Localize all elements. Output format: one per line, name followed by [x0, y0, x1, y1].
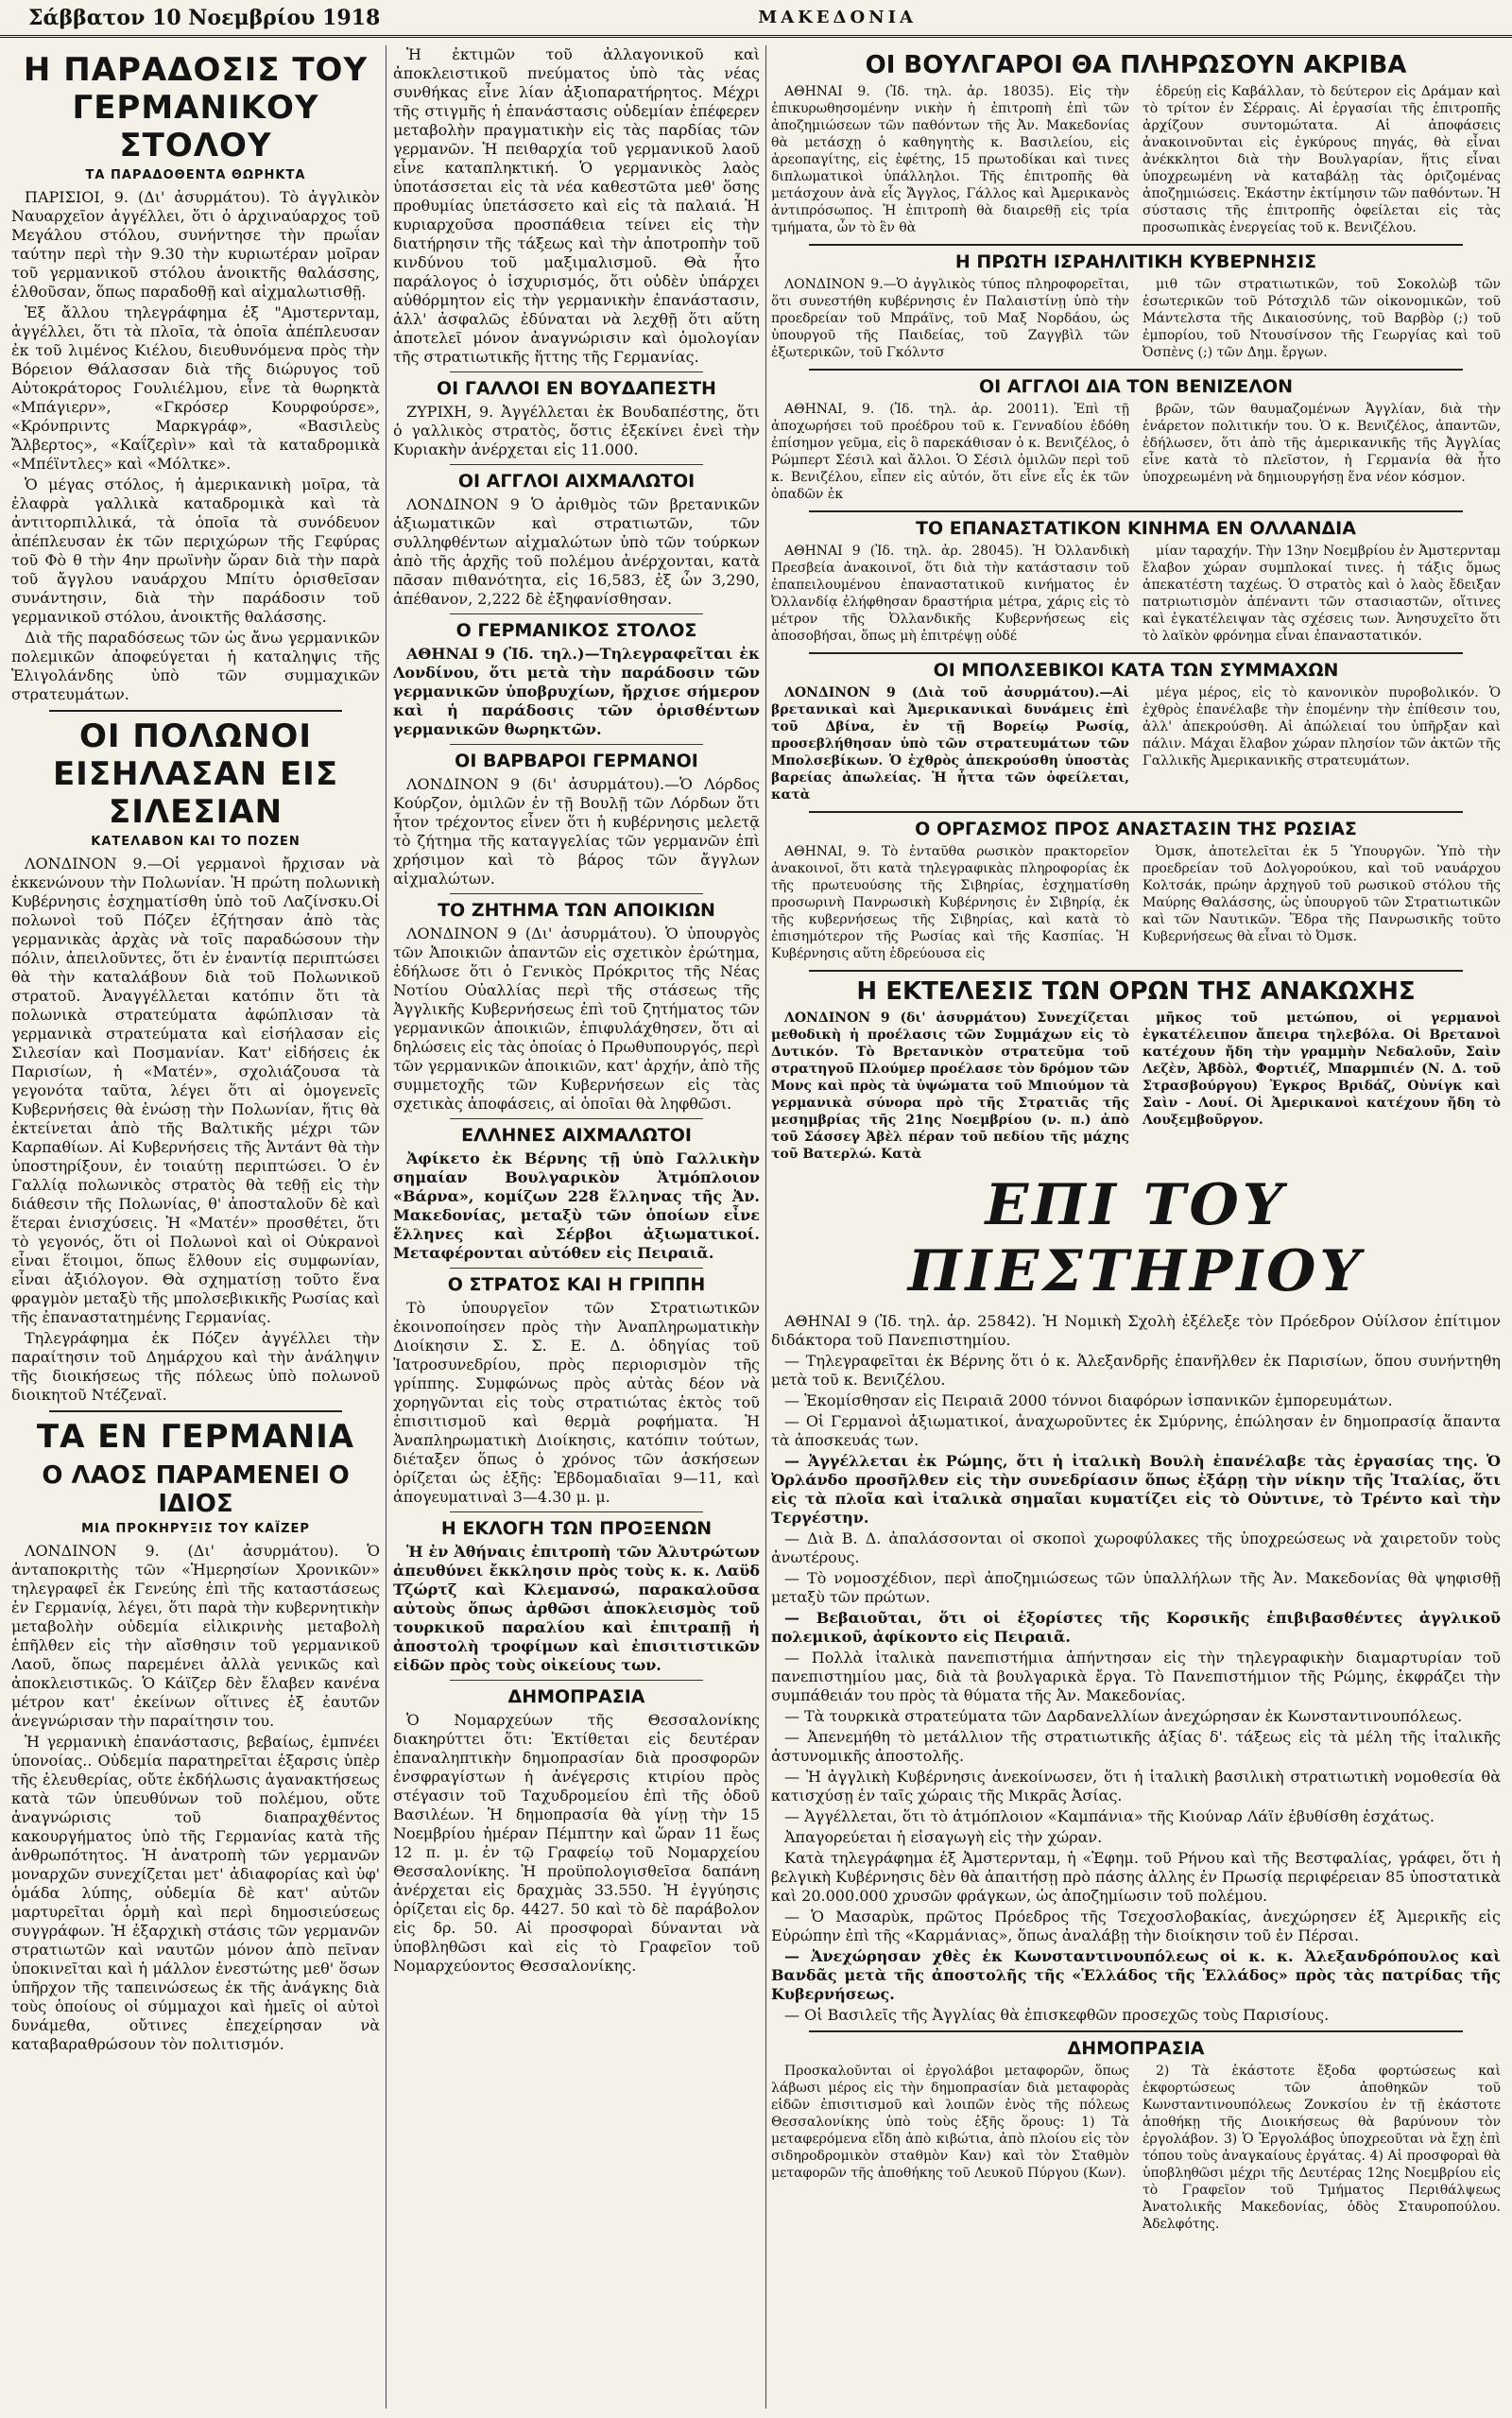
article-paragraph: ΑΘΗΝΑΙ 9 (Ἰδ. τηλ.)—Τηλεγραφεῖται ἐκ Λονδίνου, ὅτι μετὰ τὴν παράδοσιν τῶν γερμανικῶν ὑποβρυχίων, ἤρχισε σήμερον καὶ ἡ παράδοσις τῶν ὁρισθέντων γερμανικῶν θωρηκτῶν.	[393, 645, 760, 738]
article-separator	[450, 371, 703, 372]
article-split	[771, 401, 1501, 505]
headline-auction-2: ΔΗΜΟΠΡΑΣΙΑ	[1067, 2038, 1205, 2059]
article-paragraph: ΛΟΝΔΙΝΟΝ 9 (Διὰ τοῦ ἀσυρμάτου).—Αἱ βρετανικαὶ καὶ Ἀμερικανικαὶ δυνάμεις ἐπὶ τοῦ Δβίνα, ἐν τῇ Βορείῳ Ρωσίᾳ, προσεβλήθησαν ὑπὸ τῶν στρατευμάτων τῶν Μπολσεβίκων. Ὁ ἐχθρὸς ἀπεκρούσθη ὑποστὰς βαρείας ἀπωλείας. Ἡ ἧττα τῶν ὀφείλεται, κατὰ	[771, 685, 1129, 803]
article-paragraph: ΠΑΡΙΣΙΟΙ, 9. (Δι' ἀσυρμάτου). Τὸ ἀγγλικὸν Ναυαρχεῖον ἀγγέλλει, ὅτι ὁ ἀρχιναύαρχος τοῦ Μεγάλου στόλου, συνήντησε τὴν πρωΐαν ταύτην περὶ τὴν 9.30 τὴν κυριωτέραν μοῖραν τοῦ γερμανικοῦ στόλου ἀνοικτῆς θαλάσσης, ἐλθοῦσαν, ὅπως παραδοθῇ καὶ αἰχμαλωτισθῇ.	[11, 188, 380, 301]
news-item: ΑΘΗΝΑΙ 9 (Ἰδ. τηλ. ἀρ. 25842). Ἡ Νομικὴ Σχολὴ ἐξέλεξε τὸν Πρόεδρον Οὐίλσον ἐπίτιμον διδάκτορα τοῦ Πανεπιστημίου.	[771, 1312, 1501, 1349]
article-separator	[49, 1410, 342, 1412]
column-rule	[386, 45, 387, 2409]
article-separator	[450, 464, 703, 465]
article-split	[771, 276, 1501, 363]
article-paragraph: ΛΟΝΔΙΝΟΝ 9 (δι' ἀσυρμάτου).—Ὁ Λόρδος Κούρζον, ὁμιλῶν ἐν τῇ Βουλῇ τῶν Λόρδων ὅτι ἦτον τρέχοντος εἶνεν ὅτι ἡ κυβέρνησις μελετᾷ τὸ ζήτημα τῆς καταγγελίας τῶν γερμανῶν ἐπὶ χρήσιμον καὶ τὸ βάρος τῶν ἄγγλων αἰχμαλώτων.	[393, 775, 760, 888]
news-item: — Ἀπενεμήθη τὸ μετάλλιον τῆς στρατιωτικῆς ἀξίας δ'. τάξεως εἰς τὰ μέλη τῆς ἰταλικῆς ἀστυνομικῆς ἀποστολῆς.	[771, 1728, 1501, 1765]
news-item: — Διὰ Β. Δ. ἀπαλάσσονται οἱ σκοποὶ χωροφύλακες τῆς ὑποχρεώσεως νὰ χαιρετοῦν τοὺς ἀνωτέρους.	[771, 1529, 1501, 1566]
headline-colonies: ΤΟ ΖΗΤΗΜΑ ΤΩΝ ΑΠΟΙΚΙΩΝ	[438, 900, 715, 921]
article-paragraph: ΛΟΝΔΙΝΟΝ 9 (Δι' ἀσυρμάτου). Ὁ ὑπουργὸς τῶν Ἀποικιῶν ἀπαντῶν εἰς σχετικὸν ἐρώτημα, ἐδήλωσε ὅτι ὁ Γενικὸς Πρόκριτος τῆς Νέας Νοτίου Οὐαλλίας περὶ τῆς στάσεως τῆς Ἀγγλικῆς Κυβερνήσεως ἐπὶ τοῦ ζητήματος τῶν γερμανικῶν ἀποικιῶν, ἐπιφυλάχθησεν, ὅτι αἱ δηλώσεις εἰς τὰς ὁποίας ὁ Πρωθυπουργός, περὶ τῶν γερμανικῶν ἀποικιῶν, κατ' ἀρχήν, ἀπὸ τῆς συμμετοχῆς τῶν Κυβερνήσεων εἰς τὰς σχετικὰς ἀποφάσεις, αἱ ὁποῖαι θὰ ληφθῶσι.	[393, 924, 760, 1113]
article-paragraph: 2) Τὰ ἑκάστοτε ἔξοδα φορτώσεως καὶ ἐκφορτώσεως τῶν ἀποθηκῶν τοῦ Κωνσταντινουπόλεως Ζονκσίου ἐν τῇ ἐκάστοτε ἀποθήκῃ τῆς Διοικήσεως θὰ βαρύνουν τὸν ἐργολάβον. 3) Ὁ Ἐργολάβος ὑποχρεοῦται νὰ ἔχῃ ἐπὶ τόπου τοὺς ἀναγκαίους ἐργάτας. 4) Αἱ προσφοραὶ θὰ ὑποβληθῶσι μέχρι τῆς Δευτέρας 12ης Νοεμβρίου εἰς τὸ Γραφεῖον τοῦ Τμήματος Περιθάλψεως Ἀνατολικῆς Μακεδονίας, ὁδὸς Σταυροπούλου. Ἀδελφότης.	[1143, 2064, 1501, 2232]
headline-auction: ΔΗΜΟΠΡΑΣΙΑ	[507, 1686, 645, 1707]
article-separator	[450, 1268, 703, 1269]
headline-poles-silesia: ΟΙ ΠΟΛΩΝΟΙ ΕΙΣΗΛΑΣΑΝ ΕΙΣ ΣΙΛΕΣΙΑΝ	[52, 717, 339, 831]
news-item: — Ὁ Μασαρὺκ, πρῶτος Πρόεδρος τῆς Τσεχοσλοβακίας, ἀνεχώρησεν ἐξ Ἀμερικῆς εἰς Εὐρώπην ἐπὶ τῆς «Καρμάνιας», ὅπως ἀναλάβῃ τὴν διοίκησιν τοῦ ἐν Πέρσαι.	[771, 1908, 1501, 1944]
news-item: — Τηλεγραφεῖται ἐκ Βέρνης ὅτι ὁ κ. Ἀλεξανδρῆς ἐπανῆλθεν ἐκ Παρισίων, ὅπου συνήντηθη μετὰ τοῦ κ. Βενιζέλου.	[771, 1352, 1501, 1389]
article-paragraph: ΑΘΗΝΑΙ, 9. (Ἰδ. τηλ. ἀρ. 20011). Ἐπὶ τῇ ἀποχωρήσει τοῦ προέδρου τοῦ κ. Γενναδίου ἐδόθη ἐπίσημον γεῦμα, εἰς ὃ παρεκάθισαν ὁ κ. Βενιζέλος, ὁ Ρώμπερτ Σέσιλ καὶ ἄλλοι. Ὁ Σέσιλ ὁμιλῶν περὶ τοῦ κ. Βενιζέλου, εἶπεν εἰς αὐτόν, ὅτι εἶνε εἷς ἐκ τῶν ὀπαδῶν ἐκ	[771, 402, 1129, 502]
headline-consuls: Η ΕΚΛΟΓΗ ΤΩΝ ΠΡΟΞΕΝΩΝ	[440, 1518, 713, 1539]
article-separator	[450, 744, 703, 745]
article-paragraph: Ἡ ἐν Ἀθήναις ἐπιτροπὴ τῶν Ἀλυτρώτων ἀπευθύνει ἔκκλησιν πρὸς τοὺς κ. κ. Λαϋδ Τζώρτζ καὶ Κλεμανσώ, παρακαλοῦσα αὐτοὺς ὅπως ἀρθῶσι ἀποκλεισμὸς τοῦ τουρκικοῦ παραλίου καὶ ἐπιτραπῇ ἡ ἀποστολὴ τροφίμων καὶ ἐπισιτιστικῶν εἰδῶν πρὸς τοὺς οἰκείους των.	[393, 1543, 760, 1674]
headline-armistice-terms: Η ΕΚΤΕΛΕΣΙΣ ΤΩΝ ΟΡΩΝ ΤΗΣ ΑΝΑΚΩΧΗΣ	[856, 977, 1416, 1006]
article-paragraph: Τὸ ὑπουργεῖον τῶν Στρατιωτικῶν ἐκοινοποίησεν πρὸς τὴν Ἀναπληρωματικὴν Διοίκησιν Σ. Σ. Ε. Δ. ὁδηγίας τοῦ Ἰατροσυνεδρίου, πρὸς περιορισμὸν τῆς γρίππης. Συμφώνως πρὸς αὐτὰς δέον νὰ χορηγῶνται εἰς τοὺς στρατιώτας ἐκτὸς τοῦ ἐπισιτισμοῦ καὶ θερμὰ ροφήματα. Ἡ Ἀναπληρωματικὴ Διοίκησις, κατόπιν τούτων, διέταξεν ὅπως ὁ χρόνος τῶν ἀσκήσεων ὁρίζεται ὡς ἑξῆς: Ἑβδομαδιαῖαι 9—11, καὶ ἀπογευματιναὶ 3—4.30 μ. μ.	[393, 1299, 760, 1506]
article-split	[771, 83, 1501, 238]
headline-germany-people: Ο ΛΑΟΣ ΠΑΡΑΜΕΝΕΙ Ο ΙΔΙΟΣ	[42, 1461, 350, 1518]
article-paragraph: Ἡ ἐκτιμῶν τοῦ ἀλλαγονικοῦ καὶ ἀποκλειστικοῦ πνεύματος ὑπὸ τὰς νέας συνθήκας εἶνε λίαν ἀξιοπαρατήρητος. Μέχρι τῆς στιγμῆς ἡ ἐπανάστασις οὐδεμίαν ἐπέφερεν μεταβολὴν πραγματικὴν εἰς τὰς παρδίας τῶν γερμανῶν. Ἡ πειθαρχία τοῦ γερμανικοῦ λαοῦ εἶνε καταπληκτική. Ὁ γερμανικὸς λαὸς ὑποτάσσεται εἰς τὰ νέα καθεστῶτα μεθ' ὅσης προθυμίας ὑπετάσσετο καὶ εἰς τὰ παλαιά. Ἡ κυριαρχοῦσα προσπάθεια τείνει εἰς τὴν διατήρησιν τῆς τάξεως καὶ τὴν ἀποτροπὴν τοῦ κινδύνου τοῦ μαξιμαλισμοῦ. Θὰ ἦτο παράλογος ὁ ἰσχυρισμός, ὅτι οὐδὲν ὑπάρχει αὐθόρμητον εἰς τὴν γερμανικὴν ἐπανάστασιν, ἀλλ' ἀσφαλῶς ἐδύναται νὰ λεχθῇ ὅτι αὕτη ἀποτελεῖ μόνον ἀναγνώρισιν καὶ ὁμολογίαν τῆς στρατιωτικῆς ἥττης τῆς Γερμανίας.	[393, 45, 760, 366]
article-separator	[809, 970, 1463, 972]
news-item: — Ἡ ἀγγλικὴ Κυβέρνησις ἀνεκοίνωσεν, ὅτι ἡ ἰταλικὴ βασιλικὴ στρατιωτικὴ νομοθεσία θὰ κατισχύσῃ ἐν ταῖς χώραις τῆς Μικρᾶς Ἀσίας.	[771, 1768, 1501, 1805]
article-paragraph: ΛΟΝΔΙΝΟΝ 9 Ὁ ἀριθμὸς τῶν βρετανικῶν ἀξιωματικῶν καὶ στρατιωτῶν, τῶν συλληφθέντων αἰχμαλώτων ὑπὸ τῶν τούρκων ἀπὸ τῆς ἀρχῆς τοῦ πολέμου ἀνέρχονται, κατὰ πᾶσαν πιθανότητα, εἰς 16,583, ἐξ ὧν 3,290, ἀπέθανον, 2,222 δὲ ἐξηφανίσθησαν.	[393, 495, 760, 608]
headline-german-fleet: Ο ΓΕΡΜΑΝΙΚΟΣ ΣΤΟΛΟΣ	[455, 620, 697, 641]
headline-english-venizelos: ΟΙ ΑΓΓΛΟΙ ΔΙΑ ΤΟΝ ΒΕΝΙΖΕΛΟΝ	[979, 376, 1293, 397]
article-paragraph: Διὰ τῆς παραδόσεως τῶν ὡς ἄνω γερμανικῶν πολεμικῶν ἀποφεύγεται ἡ καταληψις τῆς Ἑλιγολάνδης ὑπὸ τῶν συμμαχικῶν στρατευμάτων.	[11, 629, 380, 703]
headline-french-budapest: ΟΙ ΓΑΛΛΟΙ ΕΝ ΒΟΥΔΑΠΕΣΤΗ	[437, 378, 716, 399]
news-item: — Ἐκομίσθησαν εἰς Πειραιᾶ 2000 τόννοι διαφόρων ἰσπανικῶν ἐμπορευμάτων.	[784, 1391, 1393, 1409]
article-separator	[49, 710, 342, 712]
banner-press: ΕΠΙ ΤΟΥ ΠΙΕΣΤΗΡΙΟΥ	[907, 1172, 1365, 1304]
article-paragraph: Ὀμσκ, ἀποτελεῖται ἐκ 5 Ὑπουργῶν. Ὑπὸ τὴν προεδρείαν τοῦ Δολγορούκου, καὶ τοῦ ναυάρχου Κολτσάκ, πρώην ἀρχηγοῦ τοῦ ρωσικοῦ στόλου τῆς Μαύρης Θαλάσσης, ὡς ὑπουργοῦ τῶν Στρατιωτικῶν καὶ τῶν Ναυτικῶν. Ἕδρα τῆς Πανρωσικῆς τοῦτο Κυβερνήσεως θὰ εἶναι τὸ Ὀμσκ.	[1143, 844, 1501, 944]
article-paragraph: Προσκαλοῦνται οἱ ἐργολάβοι μεταφορῶν, ὅπως λάβωσι μέρος εἰς τὴν δημοπρασίαν διὰ μεταφορὰς εἰδῶν ἐπισιτισμοῦ καὶ λοιπῶν ἐνὸς τῆς πόλεως Θεσσαλονίκης ὑπὸ τοὺς ἑξῆς ὅρους: 1) Τὰ μεταφερόμενα εἴδη ἀπὸ κιβώτια, ἀπὸ πλοίου εἰς τὸν σιδηροδρομικὸν σταθμὸν Καν) καὶ τὸν Σταθμὸν μεταφορῶν τῆς ἀποθήκης τοῦ Λευκοῦ Πύργου (Κων).	[771, 2064, 1129, 2181]
article-paragraph: ΑΘΗΝΑΙ, 9. Τὸ ἐνταῦθα ρωσικὸν πρακτορεῖον ἀνακοινοῖ, ὅτι κατὰ τηλεγραφικὰς πληροφορίας ἐκ τῆς πρωτευούσης τῆς Σιβηρίας, ἐσχηματίσθη προσωρινὴ Πανρωσικὴ Κυβέρνησις ἐν Σιβηρίᾳ, ἐκ τῆς κυβερνήσεως τῆς Σιβηρίας, καὶ κατὰ τὸ ἐπισημότερον τῆς Ρωσίας καὶ τῆς Κασπίας. Ἡ Κυβέρνησις αὕτη ἑδρεύουσα εἰς	[771, 844, 1129, 961]
subhead-kaiser: ΜΙΑ ΠΡΟΚΗΡΥΞΙΣ ΤΟΥ ΚΑΪΖΕΡ	[81, 1522, 310, 1536]
headline-bulgarians-pay: ΟΙ ΒΟΥΛΓΑΡΟΙ ΘΑ ΠΛΗΡΩΣΟΥΝ ΑΚΡΙΒΑ	[865, 51, 1407, 79]
article-paragraph: ΛΟΝΔΙΝΟΝ 9.—Ὁ ἀγγλικὸς τύπος πληροφορεῖται, ὅτι συνεστήθη κυβέρνησις ἐν Παλαιστίνῃ ὑπὸ τὴν προεδρείαν τοῦ Μπράϊνς, τοῦ Μαξ Νορδάου, ὡς ὑπουργοῦ τῆς Παιδείας, τοῦ Ζαγγβὶλ τῶν ἐξωτερικῶν, τοῦ Γκόλντσ	[771, 277, 1129, 360]
article-split	[771, 1010, 1501, 1165]
headline-fleet-surrender: Η ΠΑΡΑΔΟΣΙΣ ΤΟΥ ΓΕΡΜΑΝΙΚΟΥ ΣΤΟΛΟΥ	[23, 51, 369, 164]
article-paragraph: Ἐξ ἄλλου τηλεγράφημα ἐξ "Αμστερνταμ, ἀγγέλλει, ὅτι τὰ πλοῖα, τὰ ὁποῖα ἀπέπλευσαν ἐκ τοῦ λιμένος Κιέλου, διευθυνόμενα πρὸς τὴν Βόρειον Θάλασσαν διὰ τῆς διώρυγος τοῦ Αὐτοκράτορος Γουλιέλμου, εἶνε τὰ θωρηκτὰ «Μπάγιερν», «Γκρόσερ Κουρφούρσε», «Κρόνπριντς Μαρκγράφ», «Βασιλεὺς Ἄλβερτος», «Καΐζερὶν» καὶ τὰ καταδρομικὰ «Μπέϊντλες» καὶ «Μόλτκε».	[11, 303, 380, 473]
article-split	[771, 2063, 1501, 2235]
article-paragraph: Ὁ Νομαρχεύων τῆς Θεσσαλονίκης διακηρύττει ὅτι: Ἐκτίθεται εἰς δευτέραν ἐπαναληπτικὴν δημοπρασίαν διὰ προσφορῶν ἐνσφραγίστων ἡ ἀνέγερσις κτιρίου πρὸς στέγασιν τοῦ Ταχυδρομείου ἐπὶ τῆς ὁδοῦ Βασιλέων. Ἡ δημοπρασία θὰ γίνῃ τὴν 15 Νοεμβρίου ἡμέραν Πέμπτην καὶ ὥραν 11 ἕως 12 π. μ. ἐν τῷ Γραφείῳ τοῦ Νομαρχείου Θεσσαλονίκης. Ἡ προϋπολογισθεῖσα δαπάνη ἀνέρχεται εἰς δραχμὰς 33.550. Ἡ ἐγγύησις ὁρίζεται εἰς δρ. 4427. 50 καὶ τὸ δὲ παράβολον εἰς δρ. 50. Αἱ προσφοραὶ δύνανται νὰ ὑποβληθῶσι καὶ εἰς τὸ Γραφεῖον τοῦ Νομαρχεύοντος Θεσσαλονίκης.	[393, 1711, 760, 1975]
news-item: — Ἀγγέλλεται, ὅτι τὸ ἀτμόπλοιον «Καμπάνια» τῆς Κιούναρ Λάϊν ἐβυθίσθη ἐσχάτως.	[784, 1807, 1435, 1825]
article-paragraph: μέγα μέρος, εἰς τὸ κανονικὸν πυροβολικόν. Ὁ ἐχθρὸς ἐπανέλαβε τὴν ἐπομένην τὴν ἐπίθεσιν του, ἀλλ' ἀπεκρούσθη. Αἱ ἀπώλειαί του ὑπῆρξαν καὶ πάλιν. Μάχαι ἔλαβον χώραν πλησίον τῶν ἀκτῶν τῆς Γαλλικῆς Ἀμερικανικῆς στρατευμάτων.	[1143, 685, 1501, 769]
subhead-poles: ΚΑΤΕΛΑΒΟΝ ΚΑΙ ΤΟ ΠΟΖΕΝ	[91, 835, 301, 849]
headline-army-flu: Ο ΣΤΡΑΤΟΣ ΚΑΙ Η ΓΡΙΠΠΗ	[447, 1274, 706, 1295]
article-paragraph: Ὁ μέγας στόλος, ἡ ἀμερικανικὴ μοῖρα, τὰ ἐλαφρὰ γαλλικὰ καταδρομικὰ καὶ τὰ ἀντιτορπιλλικά, τὰ ὁποῖα τὰ συνόδευον ἀπέπλευσαν ἐκ τῶν περιχώρων τῆς Γεφύρας τοῦ Φὸ θ τὴν 4ην πρωϊνὴν ὥραν διὰ τὴν παρὰ τοῦ ἄγγλου ναυάρχου Μπίτυ ὁρισθεῖσαν συνάντησιν, διὰ τὴν παράδοσιν τοῦ γερμανικοῦ στόλου, ἀνοικτῆς θαλάσσης.	[11, 475, 380, 626]
article-split	[771, 843, 1501, 964]
article-paragraph: ΑΘΗΝΑΙ 9 (Ἰδ. τηλ. ἀρ. 28045). Ἡ Ὀλλανδικὴ Πρεσβεία ἀνακοινοῖ, ὅτι διὰ τὴν κατάστασιν τοῦ ἐπαπειλουμένου ἐπαναστατικοῦ κινήματος ἐν Ὀλλανδίᾳ ἐλήφθησαν δραστήρια μέτρα, χάρις εἰς τὸ μέτρον τῆς Ὀλλανδικῆς Κυβερνήσεως εἰς ἀποσοβήσαι, ὅπως μὴ ἐπιτρέψῃ οὐδέ	[771, 544, 1129, 644]
article-paragraph: ΑΘΗΝΑΙ 9. (Ἰδ. τηλ. ἀρ. 18035). Εἰς τὴν ἐπικυρωθησομένην νικὴν ἡ ἐπιτροπὴ ἐπὶ τῶν ἀποζημιώσεων τῶν παθόντων τῆς Ἀν. Μακεδονίας θὰ μετάσχῃ ὁ καθηγητὴς κ. Βασιλείου, εἰς ἀρεοπαγίτης, εἰς ἐφέτης, 15 πρωτοδίκαι καὶ τινες διπλωματικοὶ ὑπάλληλοι. Τῆς ἐπιτροπῆς θὰ μετάσχουν ἀνὰ εἷς Ἄγγλος, Γάλλος καὶ Ἀμερικανὸς ἀντιπρόσωπος. Ἡ ἐπιτροπὴ θὰ διαιρεθῇ εἰς τρία τμήματα, ὧν τὸ ἓν θὰ	[771, 84, 1129, 235]
news-item: — Βεβαιοῦται, ὅτι οἱ ἐξορίστες τῆς Κορσικῆς ἐπιβιβασθέντες ἀγγλικοῦ πολεμικοῦ, ἀφίκοντο εἰς Πειραιᾶ.	[771, 1609, 1501, 1646]
article-paragraph: Ἡ γερμανικὴ ἐπανάστασις, βεβαίως, ἐμπνέει ὑπονοίας.. Οὐδεμία παρατηρεῖται ἐξαρσις ὑπὲρ τῆς ἐλευθερίας, οὔτε ἐκδήλωσις ἀγανακτήσεως κατὰ τῶν ὑπευθύνων τοῦ πολέμου, οὔτε ἀναγνώρισις τοῦ διαπραχθέντος κακουργήματος ὑπὸ τῆς Γερμανίας κατὰ τῆς ἀνθρωπότητος. Ἡ ἀνατροπὴ τῶν γερμανῶν μοναρχῶν συνεχίζεται μετ' ἀδιαφορίας καὶ ὑφ' ὁμάδα λύπης, οὐδεμία δὲ κατ' αὐτῶν μαρτυρεῖται ὁρμὴ καὶ περὶ δημοσιεύσεως συγγράφων. Ἡ ἐξαρχικὴ στάσις τῶν γερμανῶν στρατιωτῶν καὶ ναυτῶν μόνον ἀπὸ πεῖναν ὑποκινεῖται καὶ ἡ μάλλον ἐνεστώτης μεθ' ὅσων ὑπῆρχον τῆς ταπεινώσεως ἐκ τῆς ἀνάγκης διὰ τοὺς ὁποίους οἱ σύμμαχοι καὶ ἡμεῖς οἱ αὐτοὶ δυνάμεθα, οὔτινες ἐπεχείρησαν νὰ καταβαραθρώσουν τὸν πολιτισμόν.	[11, 1733, 380, 2053]
article-split	[771, 684, 1501, 805]
article-separator	[809, 244, 1463, 246]
article-separator	[809, 652, 1463, 654]
article-paragraph: ΛΟΝΔΙΝΟΝ 9 (δι' ἀσυρμάτου) Συνεχίζεται μεθοδικὴ ἡ προέλασις τῶν Συμμάχων εἰς τὸ Δυτικόν. Τὸ Βρετανικὸν στρατεῦμα τοῦ στρατηγοῦ Πλούμερ προέλασε τὸν δρόμον τῶν Μονς καὶ πρὸς τὰ ὑψώματα τοῦ Μπιούμον τὰ γερμανικὰ σύνορα πρὸ τῆς Στρατιᾶς τῆς μεσημβρίας τῆς 21ης Νοεμβρίου (ν. π.) ἀπὸ τοῦ Σάσσεγ Ἀβὲλ πέραν τοῦ πεδίου τῆς μάχης τοῦ Βατερλώ. Κατὰ	[771, 1010, 1129, 1162]
article-separator	[450, 893, 703, 894]
article-separator	[450, 1680, 703, 1681]
article-paragraph: μιθ τῶν στρατιωτικῶν, τοῦ Σοκολὼβ τῶν ἐσωτερικῶν τοῦ Ρότσχιλδ τῶν οἰκονομικῶν, τοῦ Μάντελστα τῆς Δικαιοσύνης, τοῦ Βαρβὸρ (;) τοῦ ἐμπορίου, τοῦ Ντουσίνσον τῆς Γεωργίας καὶ τοῦ Ὀσπὲνς (;) τῶν Δημ. ἔργων.	[1143, 277, 1501, 360]
news-item: — Οἱ Γερμανοὶ ἀξιωματικοί, ἀναχωροῦντες ἐκ Σμύρνης, ἐπώλησαν ἐν δημοπρασίᾳ ἅπαντα τὰ ἀποσκευάς των.	[771, 1412, 1501, 1449]
column-2	[393, 45, 760, 2409]
news-item: — Τὰ τουρκικὰ στρατεύματα τῶν Δαρδανελλίων ἀνεχώρησαν ἐκ Κωνσταντινουπόλεως.	[784, 1707, 1463, 1725]
article-separator	[809, 811, 1463, 813]
paper-name: ΜΑΚΕΔΟΝΙΑ	[758, 8, 918, 27]
news-item: — Ἀνεχώρησαν χθὲς ἐκ Κωνσταντινουπόλεως οἱ κ. κ. Ἀλεξανδρόπουλος καὶ Βανδᾶς μετὰ τῆς ἀποστολῆς τῆς «Ἑλλάδος τῆς Ἑλλάδος» πρὸς τὰς πατρίδας τῆς Κυβερνήσεως.	[771, 1947, 1501, 2003]
article-separator	[809, 510, 1463, 512]
article-paragraph: βρῶν, τῶν θαυμαζομένων Ἀγγλίαν, διὰ τὴν ἐνάρετον πολιτικήν του. Ὁ κ. Βενιζέλος, ἀπαντῶν, ἐδήλωσεν, ὅτι ἀπὸ τῆς ἀμερικανικῆς τῆς Ἀγγλίας εἶνε κατὰ τὸ πλεῖστον, ἡ Γερμανία θὰ ἦτο ὑποχρεωμένη νὰ δημιουργήσῃ ἕνα νέον κόσμον.	[1143, 402, 1501, 485]
news-item: — Οἱ Βασιλεῖς τῆς Ἀγγλίας θὰ ἐπισκεφθῶν προσεχῶς τοὺς Παρισίους.	[784, 2006, 1330, 2024]
subhead-fleet: ΤΑ ΠΑΡΑΔΟΘΕΝΤΑ ΘΩΡΗΚΤΑ	[85, 168, 306, 182]
headline-russia-revival: Ο ΟΡΓΑΣΜΟΣ ΠΡΟΣ ΑΝΑΣΤΑΣΙΝ ΤΗΣ ΡΩΣΙΑΣ	[915, 819, 1357, 839]
article-separator	[809, 2030, 1463, 2032]
article-separator	[450, 613, 703, 614]
article-paragraph: Τηλεγράφημα ἐκ Πόζεν ἀγγέλλει τὴν παραίτησιν τοῦ Δημάρχου καὶ τὴν ἀνάληψιν τῆς διοικήσεως τῆς πόλεως ὑπὸ πολωνοῦ διοικητοῦ Ντέζεναϊ.	[11, 1329, 380, 1404]
news-item: — Τὸ νομοσχέδιον, περὶ ἀποζημιώσεως τῶν ὑπαλλήλων τῆς Ἀν. Μακεδονίας θὰ ψηφισθῇ μεταξὺ τῶν πρώτων.	[771, 1569, 1501, 1606]
news-item: — Ἀγγέλλεται ἐκ Ρώμης, ὅτι ἡ ἰταλικὴ Βουλὴ ἐπανέλαβε τὰς ἐργασίας της. Ὁ Ὀρλάνδο προσῆλθεν εἰς τὴν συνεδρίασιν ὅπως ἐξάρῃ τὴν νίκην τῆς Ἰταλίας, ὅτι εἰς τὰ πλοῖα καὶ ἰταλικὰ σημαῖαι κυματίζει εἰς τὸ Οὐντινε, τὸ Τρέντο καὶ τὴν Τεργέστην.	[771, 1452, 1501, 1527]
news-item: Κατὰ τηλεγράφημα ἐξ Ἀμστερνταμ, ἡ «Ἑφημ. τοῦ Ρήνου καὶ τῆς Βεστφαλίας, γράφει, ὅτι ἡ βελγικὴ Κυβέρνησις δὲν θὰ ἀπαιτήσῃ πρὸ πάσης ἀλλης ἐν Πρωσίᾳ περιφέρειαν 85 ὑποστατικὰ καὶ 20.000.000 χρυσῶν φράγκων, ὡς ἀποζημίωσιν τοῦ πολέμου.	[771, 1849, 1501, 1905]
headline-bolsheviks: ΟΙ ΜΠΟΛΣΕΒΙΚΟΙ ΚΑΤΑ ΤΩΝ ΣΥΜΜΑΧΩΝ	[933, 660, 1339, 681]
article-separator	[450, 1511, 703, 1512]
column-3	[771, 45, 1501, 2409]
article-separator	[450, 1118, 703, 1119]
article-paragraph: ΖΥΡΙΧΗ, 9. Ἀγγέλλεται ἐκ Βουδαπέστης, ὅτι ὁ γαλλικὸς στρατὸς, ὅστις ἐξεκίνει ἐνεὶ τὴν Κυριακὴν ἀνέρχεται εἰς 11.000.	[393, 403, 760, 458]
article-paragraph: μῆκος τοῦ μετώπου, οἱ γερμανοὶ ἐγκατέλειπον ἄπειρα τηλεβόλα. Οἱ Βρετανοὶ κατέχουν ἤδη τὴν γραμμὴν Νεδαλοῦν, Σαὶν Λεζὲν, Ἀβδὸλ, Φορτιέζ, Μπαρμπιέν (Ν. Δ. τοῦ Στρασβούργου) Ἐγκρος Βριδάζ, Οὐνίγκ καὶ Σαὶν - Λουί. Οἱ Ἀμερικανοὶ κατέχουν ἤδη τὸ Λουξεμβοῦργον.	[1143, 1010, 1501, 1128]
article-paragraph: ἑδρεύῃ εἰς Καβάλλαν, τὸ δεύτερον εἰς Δράμαν καὶ τὸ τρίτον ἐν Σέρραις. Αἱ ἐργασίαι τῆς ἐπιτροπῆς ἀρχίζουν συντομώτατα. Αἱ ἀποφάσεις ἀνακοινοῦνται εἰς ἐγκύρους πηγάς, θὰ εἶναι ἀνέκκλητοι διὰ τὴν Βουλγαρίαν, ἥτις εἶναι ὑποχρεωμένη νὰ καταβάλῃ τὰς ὁριζομένας ἀποζημιώσεις. Ἐκάστην ἐκτίμησιν τῶν παθόντων. Ἡ σύστασις τῆς ἐπιτροπῆς ὀφείλεται εἰς τὰς προσωπικὰς ἐνεργείας τοῦ κ. Βενιζέλου.	[1143, 84, 1501, 235]
headline-holland-revolution: ΤΟ ΕΠΑΝΑΣΤΑΤΙΚΟΝ ΚΙΝΗΜΑ ΕΝ ΟΛΛΑΝΔΙΑ	[916, 518, 1356, 539]
masthead	[0, 0, 1512, 38]
news-item: Ἀπαγορεύεται ἡ εἰσαγωγὴ εἰς τὴν χώραν.	[784, 1828, 1103, 1846]
article-paragraph: ΛΟΝΔΙΝΟΝ 9.—Οἱ γερμανοὶ ἤρχισαν νὰ ἐκκενώνουν τὴν Πολωνίαν. Ἡ πρώτη πολωνικὴ Κυβέρνησις ἐσχηματίσθη ὑπὸ τοῦ Λαζίνσκυ.Οἱ πολωνοὶ τοῦ Πόζεν ἐζήτησαν ἀπὸ τὰς γερμανικὰς ἀρχὰς νὰ τοῖς παραδώσουν τὴν πόλιν, ἀπειλοῦντες, ὅτι ἐν ἐναντίᾳ περιπτώσει θὰ τὴν καταλάβουν διὰ τοῦ Πολωνικοῦ στρατοῦ. Ἀναγγέλλεται κατόπιν ὅτι τὰ πολωνικὰ στρατεύματα ἀφώπλισαν τὰ γερμανικὰ στρατεύματα καὶ εἰσήλασαν εἰς Σιλεσίαν καὶ Ποσμανίαν. Κατ' εἰδήσεις ἐκ Παρισίων, ἡ «Ματέν», σχολιάζουσα τὰ γεγονότα ταῦτα, λέγει ὅτι αἱ ὁμογενεῖς Κυβερνήσεις θὰ ἑνώσῃ τὴν Πολωνίαν, ἥτις θὰ ἐκτείνεται ἀπὸ τῆς Βαλτικῆς μέχρι τῶν Καρπαθίων. Αἱ Κυβερνήσεις τῆς Ἀντάντ θὰ τὴν ὑποστηρίξουν, ἐν τοιαύτῃ περιπτώσει. Ὁ ἐν Γαλλίᾳ πολωνικὸς στρατὸς θὰ τεθῇ εἰς τὴν διάθεσιν τῆς Πολωνίας, θ' ἀποσταλοῦν δὲ καὶ ἕτεραι ἐνισχύσεις. Ἡ «Ματέν» προσθέτει, ὅτι τὸ γεγονός, ὅτι οἱ Πολωνοὶ καὶ οἱ Οὐκρανοὶ εἶναι ἕτοιμοι, ὅπως ἔλθουν εἰς συμφωνίαν, εἶναι ἀξιόλογον. Θὰ σχηματίσῃ τοῦτο ἕνα φραγμὸν μεταξὺ τῆς μπολσεβικικῆς Ρωσίας καὶ τῆς ἐπαναστατημένης Γερμανίας.	[11, 855, 380, 1326]
headline-germany: ΤΑ ΕΝ ΓΕΡΜΑΝΙΑ	[36, 1418, 355, 1456]
article-paragraph: ΛΟΝΔΙΝΟΝ 9. (Δι' ἀσυρμάτου). Ὁ ἀνταποκριτὴς τῶν «Ἡμερησίων Χρονικῶν» τηλεγραφεῖ ἐκ Γενεύης ἐπὶ τῆς καταστάσεως ἐν Γερμανίᾳ, λέγει, ὅτι παρὰ τὴν κυβερνητικὴν μεταβολὴν οὐδεμία εἰλικρινὴς μεταβολὴ ἐπῆλθεν εἰς τὴν αἴσθησιν τοῦ γερμανικοῦ Λαοῦ, ὅπως παρεμένει ἀλλὰ γενικῶς καὶ ἀποκλειστικῶς. Ὁ Κάϊζερ δὲν ἔλαβεν κανένα μέτρον κατ' ἐκείνων οἵτινες ἐξ ἑαυτῶν ἀνεγνώρισαν τὴν παραίτησιν του.	[11, 1542, 380, 1730]
issue-date: Σάββατον 10 Νοεμβρίου 1918	[28, 5, 381, 30]
article-paragraph: Ἀφίκετο ἐκ Βέρνης τῇ ὑπὸ Γαλλικὴν σημαίαν Βουλγαρικὸν Ἀτμόπλοιον «Βάρνα», κομίζων 228 ἕλληνας τῆς Ἀν. Μακεδονίας, μεταξὺ τῶν ὁποίων εἶνε ἕλληνες καὶ Σέρβοι ἀξιωματικοί. Μεταφέρονται αὐτόθεν εἰς Πειραιᾶ.	[393, 1149, 760, 1262]
column-rule	[765, 45, 766, 2409]
news-item: — Πολλὰ ἰταλικὰ πανεπιστήμια ἀπήντησαν εἰς τὴν τηλεγραφικὴν διαμαρτυρίαν τοῦ πανεπιστημίου μας, διὰ τὰ βουλγαρικὰ ἔργα. Τὸ Πανεπιστήμιον τῆς Ρώμης, ἐκφράζει τὴν συμπάθειάν του πρὸς τὰ θύματα τῆς Ἀν. Μακεδονίας.	[771, 1649, 1501, 1704]
headline-greek-prisoners: ΕΛΛΗΝΕΣ ΑΙΧΜΑΛΩΤΟΙ	[461, 1125, 692, 1146]
column-1	[11, 45, 380, 2409]
headline-israelite-government: Η ΠΡΩΤΗ ΙΣΡΑΗΛΙΤΙΚΗ ΚΥΒΕΡΝΗΣΙΣ	[954, 251, 1317, 272]
article-separator	[809, 369, 1463, 371]
headline-english-prisoners: ΟΙ ΑΓΓΛΟΙ ΑΙΧΜΑΛΩΤΟΙ	[457, 471, 696, 492]
article-paragraph: μίαν ταραχήν. Τὴν 13ην Νοεμβρίου ἐν Ἀμστερνταμ ἔλαβον χώραν συμπλοκαί τινες. ἡ τάξις ὅμως ἀπεκατέστη ταχέως. Ὁ στρατὸς καὶ ὁ λαὸς ἔδειξαν πατριωτισμὸν ἀπέναντι τῶν στασιαστῶν, οἵτινες καὶ ἐγκατέλειψαν τὰς σχέσεις των. Ἀνησυχεῖτο ὅτι τὸ λαϊκὸν φρόνημα εἶναι ἐπαναστατικόν.	[1143, 544, 1501, 644]
headline-barbarian-germans: ΟΙ ΒΑΡΒΑΡΟΙ ΓΕΡΜΑΝΟΙ	[455, 751, 698, 771]
article-split	[771, 543, 1501, 647]
